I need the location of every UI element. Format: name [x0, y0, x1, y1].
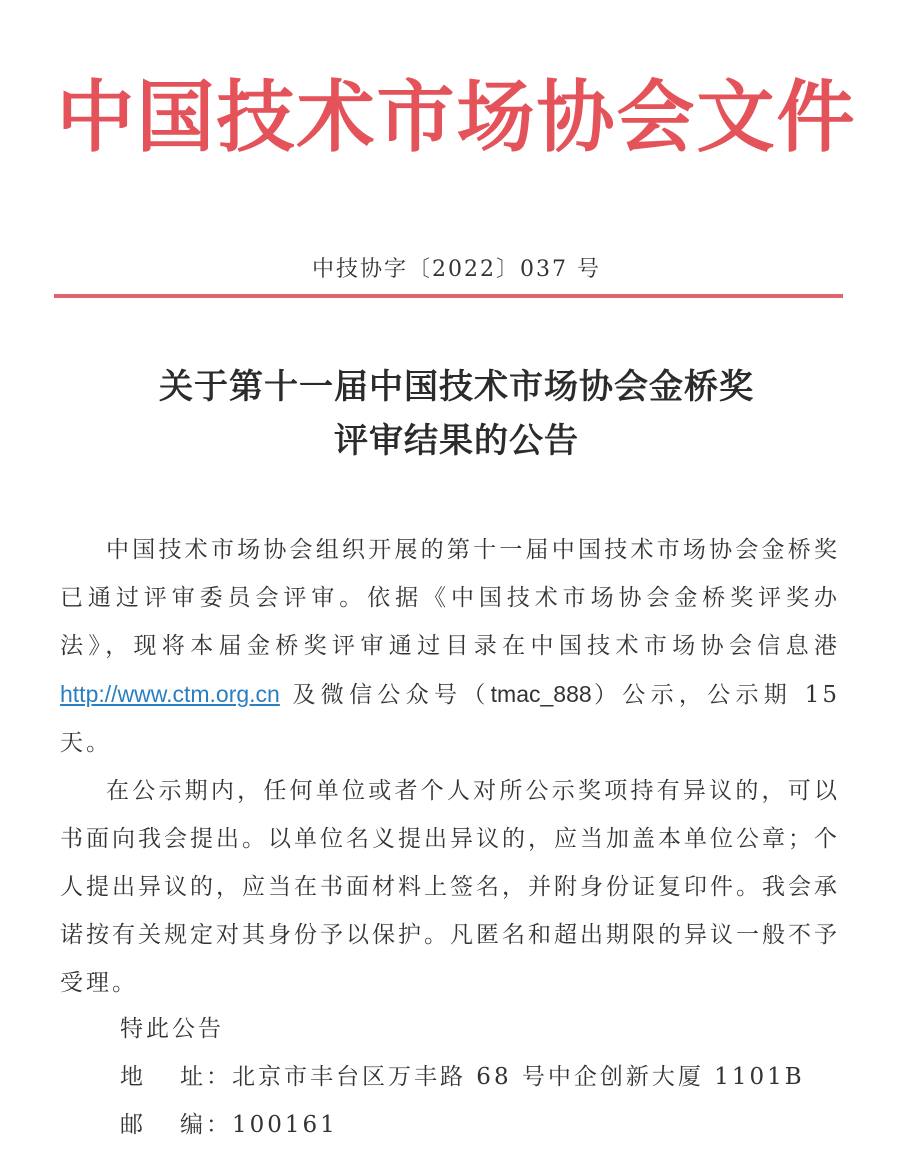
- postcode-label-char-1: 邮: [120, 1112, 146, 1138]
- closing-section: [120, 1005, 880, 1149]
- closing-statement: 特此公告: [120, 1016, 224, 1042]
- wechat-account-id: tmac_888: [490, 681, 592, 707]
- postcode-value: 100161: [232, 1112, 338, 1138]
- paragraph-1-text: 中国技术市场协会组织开展的第十一届中国技术市场协会金桥奖已通过评审委员会评审。依据《中国技术市场协会金桥奖评奖办法》，现将本届金桥奖评审通过目录在中国技术市场协会信息港: [60, 537, 840, 659]
- address-value: 北京市丰台区万丰路 68 号中企创新大厦 1101B: [232, 1064, 805, 1090]
- body-paragraph-1: [60, 526, 840, 767]
- paragraph-1-text-cont: 及微信公众号（: [279, 682, 491, 708]
- address-row: [120, 1053, 880, 1101]
- document-number: 中技协字〔2022〕037 号: [312, 257, 601, 282]
- body-paragraph-2: 在公示期内，任何单位或者个人对所公示奖项持有异议的，可以书面向我会提出。以单位名义提出异议的，应当加盖本单位公章；个人提出异议的，应当在书面材料上签名，并附身份证复印件。我会承诺按有关规定对其身份予以保护。凡匿名和超出期限的异议一般不予受理。: [60, 778, 840, 996]
- website-link[interactable]: http://www.ctm.org.cn: [60, 681, 280, 707]
- document-masthead: 中国技术市场协会文件: [56, 72, 857, 163]
- postcode-row: [120, 1101, 880, 1149]
- announcement-body: [60, 526, 840, 1007]
- postcode-label-char-2: 编：: [180, 1112, 232, 1138]
- announcement-title: [0, 360, 913, 468]
- title-line-1: 关于第十一届中国技术市场协会金桥奖: [159, 367, 754, 407]
- paragraph-1-text-end: ）公示，公示期 15 天。: [60, 682, 841, 756]
- address-label-char-2: 址：: [180, 1064, 232, 1090]
- red-header-divider: [54, 294, 843, 298]
- address-label-char-1: 地: [120, 1064, 146, 1090]
- title-line-2: 评审结果的公告: [334, 421, 579, 461]
